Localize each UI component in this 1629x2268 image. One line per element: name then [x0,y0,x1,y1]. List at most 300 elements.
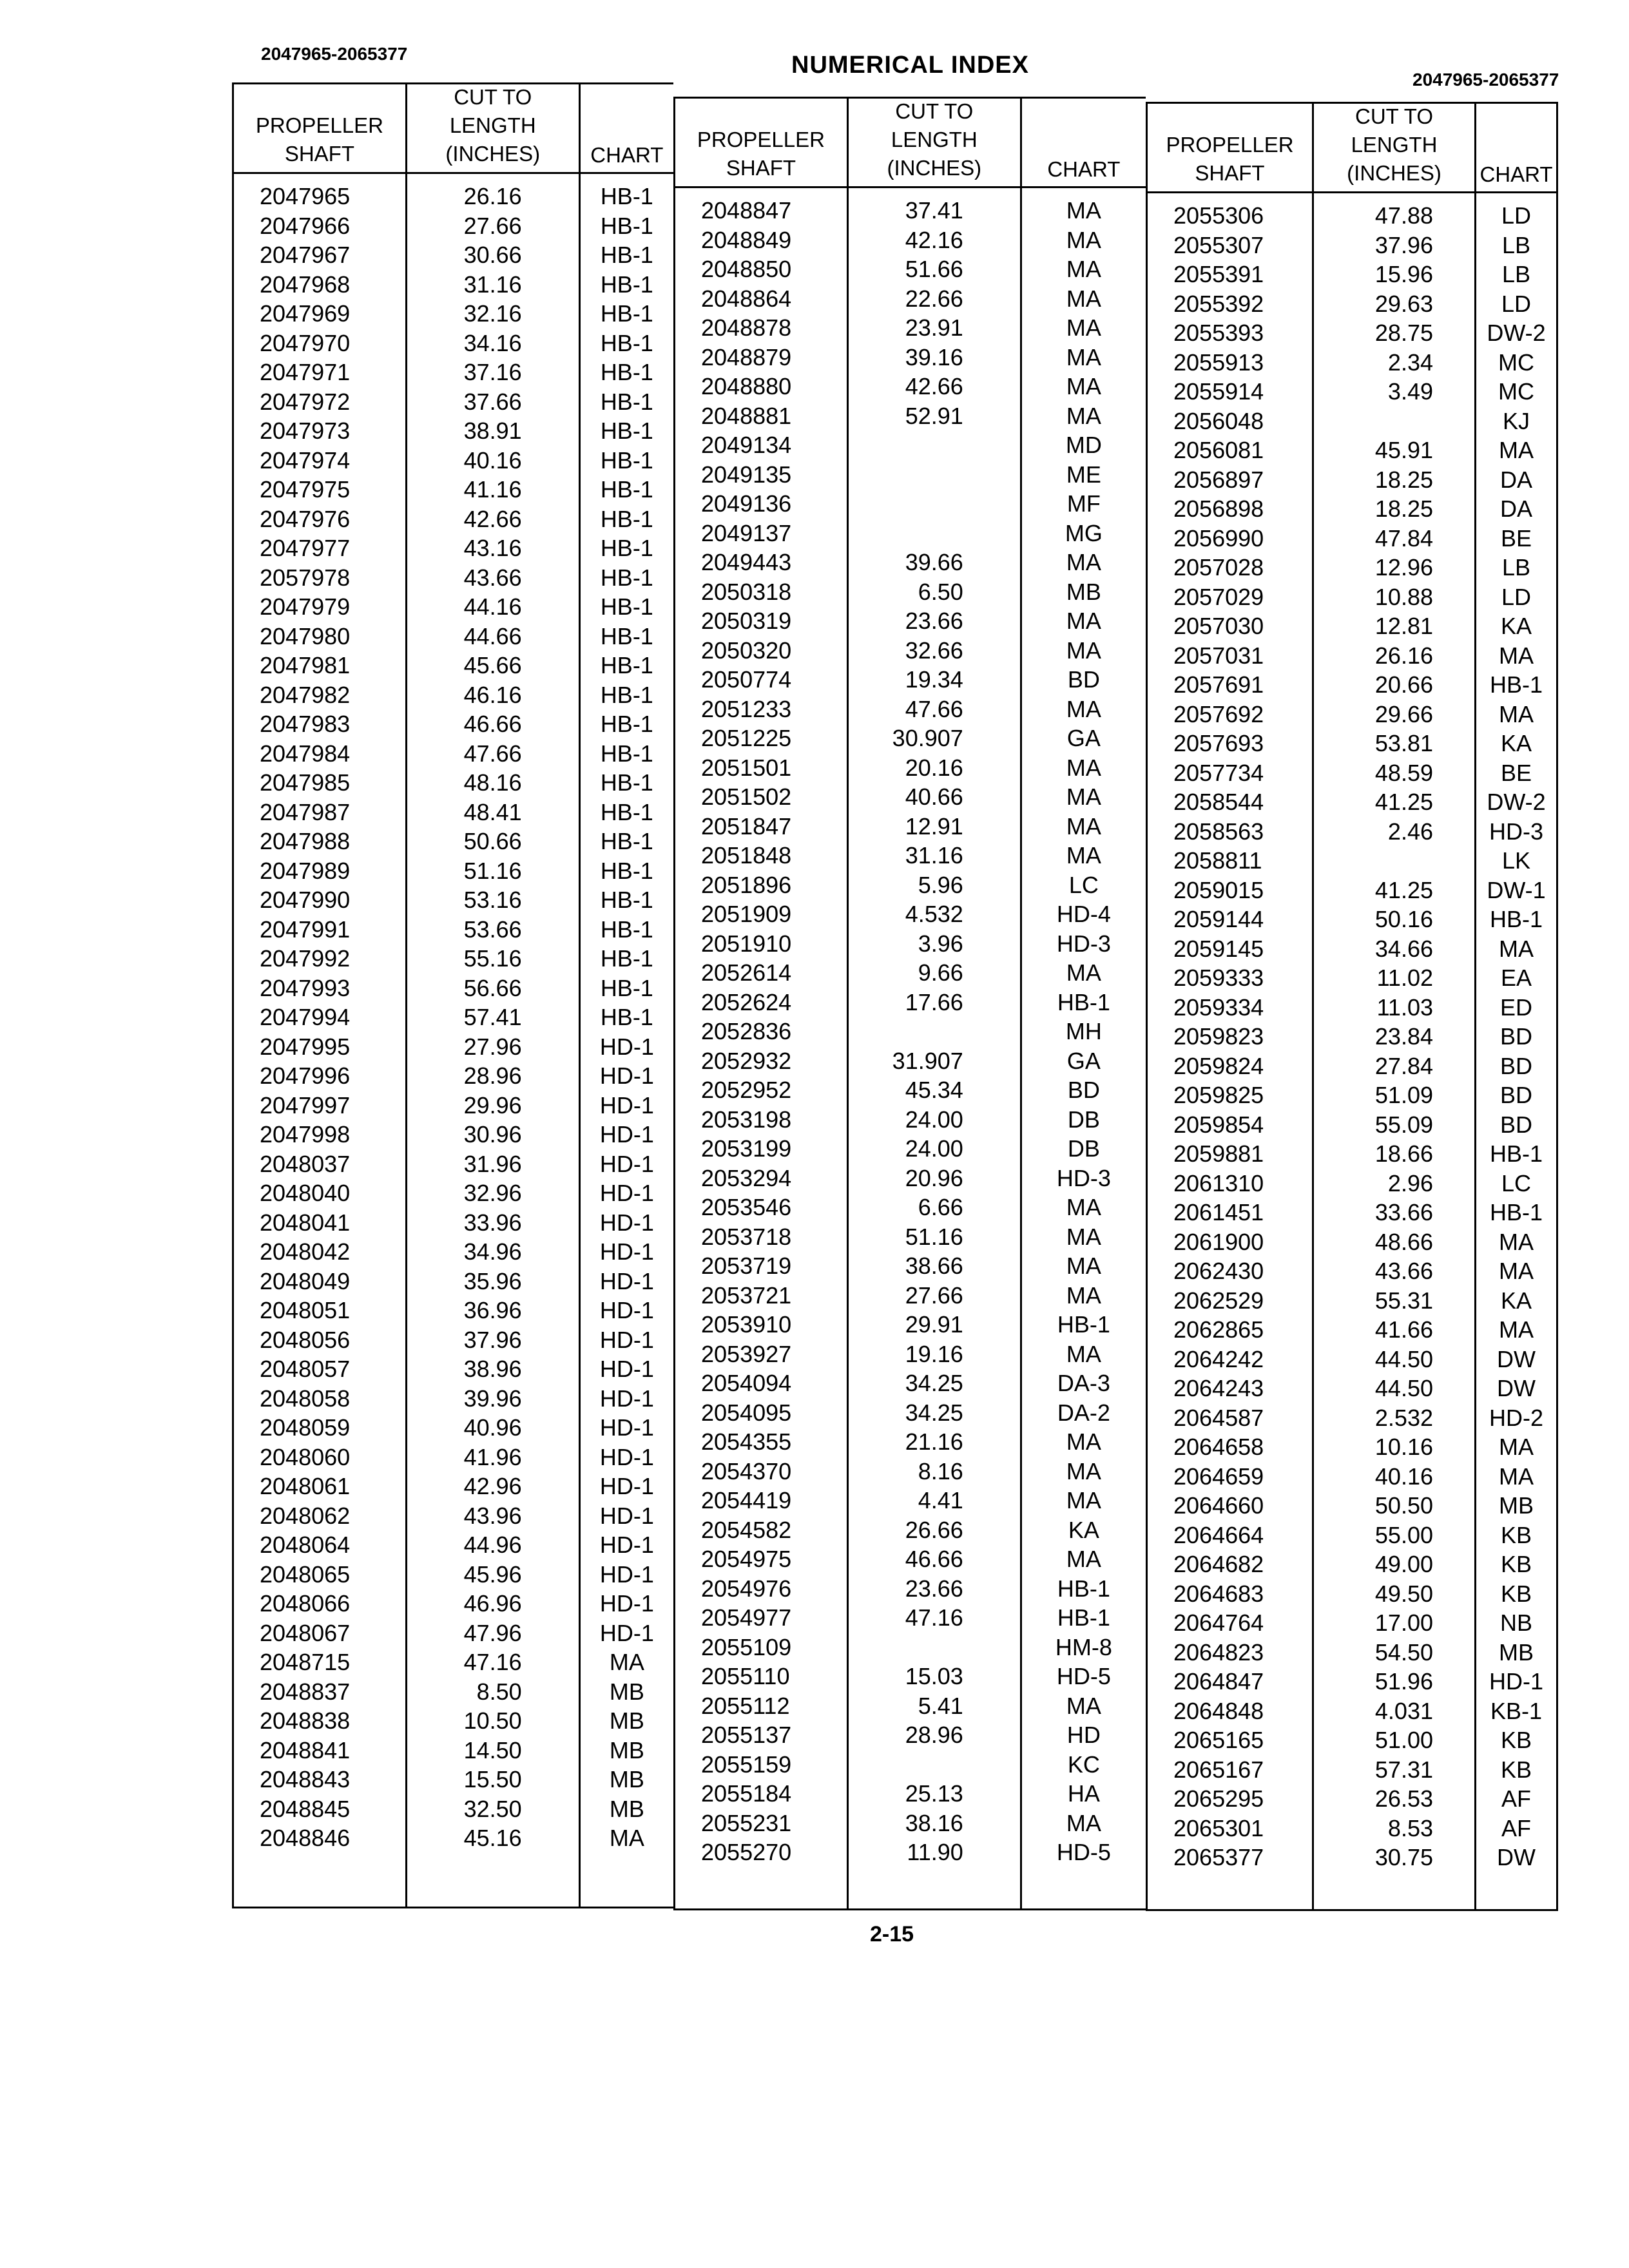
propeller-shaft-cell: 2054975 [701,1546,792,1572]
cut-length-cell: 52.91 [905,402,963,429]
cut-length-cell: 41.25 [1374,789,1433,815]
chart-cell: KA [1068,1516,1099,1543]
cut-length-cell: 10.16 [1374,1434,1433,1460]
cut-length-cell: 45.66 [463,652,522,678]
header-chart-line: CHART [1047,157,1121,181]
chart-column [1022,188,1146,1908]
header-propeller-shaft [675,99,849,186]
propeller-shaft-cell: 2048042 [260,1238,351,1265]
chart-cell: HD-2 [1489,1404,1543,1431]
cut-length-cell: 51.00 [1374,1727,1433,1753]
cut-length-cell: 44.50 [1374,1345,1433,1372]
chart-cell: ED [1499,994,1532,1021]
cut-length-cell: 41.66 [1374,1316,1433,1343]
propeller-shaft-cell: 2053721 [701,1282,792,1309]
cut-length-cell: 37.96 [1374,231,1433,258]
cut-length-cell: 39.96 [463,1385,522,1412]
chart-cell: HD-1 [599,1209,654,1236]
chart-cell: MA [1499,1258,1534,1284]
chart-cell: HD-5 [1056,1663,1111,1689]
cut-length-cell: 56.66 [463,974,522,1001]
cut-length-cell: 32.66 [905,637,963,664]
chart-cell: MA [1066,1428,1101,1455]
chart-cell: HD-5 [1056,1839,1111,1865]
propeller-shaft-cell: 2057028 [1173,554,1264,581]
header-cut-to-length-line: CUT TO [454,85,532,109]
chart-cell: HB-1 [600,769,653,796]
cut-length-cell: 49.50 [1374,1580,1433,1607]
chart-cell: HA [1067,1780,1100,1807]
chart-cell: LB [1501,231,1531,258]
propeller-shaft-cell: 2058544 [1173,789,1264,815]
header-chart-line: CHART [1480,162,1553,186]
cut-length-cell: 40.16 [1374,1463,1433,1490]
chart-cell: MA [1499,1434,1534,1460]
chart-cell: HB-1 [1489,671,1543,698]
propeller-shaft-cell: 2057692 [1173,700,1264,727]
propeller-shaft-cell: 2048881 [701,402,792,429]
propeller-shaft-cell: 2051501 [701,754,792,781]
propeller-shaft-cell: 2058811 [1173,847,1262,874]
chart-cell: MA [1066,959,1101,986]
cut-length-cell: 29.91 [905,1311,963,1338]
chart-cell: HD-1 [599,1619,654,1646]
cut-length-cell: 34.66 [1374,935,1433,962]
chart-cell: HB-1 [600,945,653,972]
chart-cell: HB-1 [600,857,653,884]
chart-cell: DA-3 [1057,1370,1110,1396]
propeller-shaft-cell: 2047988 [260,828,351,854]
cut-length-cell: 45.96 [463,1561,522,1588]
cut-length-cell: 18.25 [1374,495,1433,522]
chart-cell: MC [1498,349,1534,376]
cut-length-cell: 47.96 [463,1619,522,1646]
propeller-shaft-cell: 2048880 [701,373,792,399]
chart-cell: MB [609,1795,644,1822]
cut-length-cell: 23.66 [905,608,963,634]
propeller-shaft-cell: 2056898 [1173,495,1264,522]
chart-cell: MB [609,1707,644,1734]
propeller-shaft-cell: 2048067 [260,1619,351,1646]
cut-length-cell: 42.96 [463,1473,522,1499]
propeller-shaft-cell: 2059333 [1173,965,1264,991]
chart-cell: HB-1 [600,798,653,825]
propeller-shaft-cell: 2048066 [260,1590,351,1617]
chart-cell: MA [1066,695,1101,722]
cut-length-cell: 51.66 [905,256,963,282]
cut-length-cell: 34.25 [905,1399,963,1426]
index-range-left: 2047965-2065377 [261,44,408,64]
propeller-shaft-cell: 2050774 [701,666,792,693]
propeller-shaft-cell: 2064764 [1173,1610,1264,1636]
propeller-shaft-cell: 2059823 [1173,1023,1264,1050]
propeller-shaft-cell: 2054094 [701,1370,792,1396]
propeller-shaft-cell: 2048059 [260,1414,351,1441]
propeller-shaft-cell: 2049137 [701,519,792,546]
propeller-shaft-cell: 2054582 [701,1516,792,1543]
cut-length-cell: 39.66 [905,549,963,575]
cut-length-cell: 24.00 [905,1135,963,1162]
cut-length-cell: 26.53 [1374,1785,1433,1812]
header-chart [581,84,673,172]
cut-length-cell: 20.16 [905,754,963,781]
header-cut-to-length-line: (INCHES) [1347,161,1441,185]
propeller-shaft-cell: 2048064 [260,1532,351,1558]
propeller-shaft-cell: 2062865 [1173,1316,1264,1343]
cut-length-cell [849,1017,1020,1046]
header-cut-to-length [407,84,581,172]
chart-cell: AF [1501,1814,1531,1841]
propeller-shaft-cell: 2054977 [701,1604,792,1631]
cut-length-cell: 40.16 [463,447,522,474]
cut-length-cell: 23.66 [905,1575,963,1602]
chart-cell: MA [1066,1194,1101,1220]
chart-cell: HD-3 [1056,930,1111,957]
propeller-shaft-cell: 2054419 [701,1487,792,1514]
chart-cell: HB-1 [600,887,653,913]
propeller-shaft-cell: 2047980 [260,622,351,649]
chart-cell: MA [1499,642,1534,669]
chart-cell: HB-1 [600,622,653,649]
cut-length-cell: 10.50 [463,1707,522,1734]
chart-cell: HB-1 [600,681,653,708]
chart-cell: MA [1499,1228,1534,1255]
table-header [1148,102,1556,193]
chart-cell: ME [1066,461,1101,488]
chart-cell: BE [1500,524,1532,552]
propeller-shaft-cell: 2048847 [701,197,792,224]
cut-length-cell: 50.66 [463,828,522,854]
cut-length-cell: 26.16 [463,183,522,209]
table-body [234,174,673,1907]
cut-length-cell: 34.16 [463,329,522,356]
cut-length-cell [849,489,1020,519]
cut-length-cell: 2.532 [1374,1404,1433,1431]
header-chart-line: CHART [590,143,664,167]
propeller-shaft-cell: 2051847 [701,812,792,840]
propeller-shaft-cell: 2054095 [701,1399,792,1426]
cut-length-cell: 20.66 [1374,671,1433,698]
page-title: NUMERICAL INDEX [791,52,1029,79]
chart-cell: LD [1501,202,1532,229]
propeller-shaft-cell: 2047998 [260,1121,351,1148]
chart-cell: HD-1 [599,1062,654,1089]
chart-cell: DW [1497,1345,1536,1372]
header-propeller-shaft-line: PROPELLER [255,113,383,137]
chart-cell: KA [1500,1287,1532,1314]
cut-length-cell: 51.16 [463,857,522,884]
chart-cell: MA [1066,285,1101,312]
chart-cell: HD-4 [1056,901,1111,927]
chart-cell: LK [1501,847,1531,874]
table-header [675,97,1146,188]
chart-cell: HB-1 [600,212,653,239]
propeller-shaft-cell: 2053546 [701,1194,792,1220]
propeller-shaft-cell: 2048037 [260,1150,351,1177]
chart-cell: DA [1499,495,1532,522]
propeller-shaft-cell: 2051848 [701,842,792,869]
propeller-shaft-cell: 2062529 [1173,1287,1264,1314]
chart-cell: LB [1501,261,1531,287]
cut-length-cell: 34.96 [463,1238,522,1265]
propeller-shaft-cell: 2055913 [1173,349,1264,376]
propeller-shaft-cell: 2051225 [701,725,792,751]
cut-length-cell: 30.75 [1374,1844,1433,1870]
cut-length-cell: 5.96 [918,871,963,898]
chart-cell: MB [1499,1639,1534,1666]
cut-length-cell: 29.63 [1374,290,1433,317]
chart-cell: HB-1 [600,564,653,591]
propeller-shaft-cell: 2055231 [701,1809,792,1836]
chart-cell: HB-1 [600,242,653,268]
cut-length-cell [849,1750,1020,1780]
propeller-shaft-cell: 2064664 [1173,1521,1264,1548]
propeller-shaft-cell: 2051233 [701,695,792,722]
chart-cell: HB-1 [600,652,653,678]
propeller-shaft-cell: 2064823 [1173,1639,1264,1666]
propeller-shaft-cell: 2048051 [260,1297,351,1323]
cut-length-cell: 43.96 [463,1502,522,1529]
cut-length-cell: 20.96 [905,1164,963,1191]
propeller-shaft-cell: 2064848 [1173,1697,1264,1724]
cut-length-cell: 27.84 [1374,1052,1433,1079]
chart-cell: HB-1 [1057,1604,1110,1631]
propeller-shaft-cell: 2047979 [260,593,351,620]
chart-cell: MA [1499,935,1534,962]
propeller-shaft-cell: 2061310 [1173,1169,1264,1196]
chart-cell: MC [1498,378,1534,405]
propeller-shaft-cell: 2048879 [701,343,792,370]
propeller-shaft-cell: 2047969 [260,300,351,327]
chart-cell: HB-1 [600,329,653,356]
cut-length-cell: 11.03 [1376,994,1433,1021]
chart-cell: HB-1 [1489,1199,1543,1225]
cut-length-cell: 43.66 [463,564,522,591]
propeller-shaft-cell: 2059881 [1173,1140,1264,1167]
propeller-shaft-cell: 2048057 [260,1356,351,1382]
chart-cell: MA [1066,314,1101,341]
index-range-right: 2047965-2065377 [1412,70,1559,90]
chart-cell: MA [1066,226,1101,253]
propeller-shaft-cell: 2049134 [701,432,792,458]
propeller-shaft-cell: 2055159 [701,1751,792,1778]
propeller-shaft-cell: 2055110 [701,1663,790,1689]
cut-length-cell: 37.41 [905,197,963,224]
cut-length-cell [1314,407,1474,436]
chart-cell: HD-1 [599,1443,654,1470]
cut-length-cell: 4.031 [1374,1697,1433,1724]
propeller-shaft-cell: 2064587 [1173,1404,1264,1431]
chart-cell: MA [1066,783,1101,810]
propeller-shaft-cell: 2061900 [1173,1228,1264,1255]
propeller-shaft-column [234,174,407,1907]
propeller-shaft-cell: 2064682 [1173,1551,1264,1577]
chart-cell: BD [1499,1082,1532,1108]
propeller-shaft-cell: 2057031 [1173,642,1264,669]
propeller-shaft-cell: 2047997 [260,1091,351,1119]
propeller-shaft-cell: 2047993 [260,974,351,1001]
propeller-shaft-cell: 2047965 [260,183,351,209]
cut-length-cell: 53.66 [463,916,522,943]
cut-length-cell: 43.66 [1374,1258,1433,1284]
cut-length-cell: 48.66 [1374,1228,1433,1255]
index-section-2 [673,97,1146,1910]
propeller-shaft-cell: 2052836 [701,1018,792,1044]
cut-length-cell: 47.88 [1374,202,1433,229]
propeller-shaft-cell: 2053719 [701,1253,792,1279]
cut-length-cell: 33.66 [1374,1199,1433,1225]
propeller-shaft-cell: 2052932 [701,1047,792,1074]
chart-cell: DB [1067,1106,1100,1133]
propeller-shaft-cell: 2048846 [260,1825,351,1851]
table-header [234,82,673,174]
chart-cell: MA [1066,197,1101,224]
propeller-shaft-cell: 2048041 [260,1209,351,1236]
cut-length-cell [849,460,1020,490]
header-chart [1022,99,1146,186]
propeller-shaft-cell: 2059145 [1173,935,1264,962]
cut-length-cell: 17.00 [1374,1610,1433,1636]
propeller-shaft-cell: 2047977 [260,535,351,561]
chart-cell: DW-1 [1487,876,1546,903]
cut-length-cell: 47.66 [905,695,963,722]
cut-length-cell: 57.41 [463,1004,522,1030]
cut-length-cell: 47.16 [905,1604,963,1631]
chart-cell: EA [1500,965,1532,991]
header-cut-to-length-line: LENGTH [449,113,536,137]
propeller-shaft-cell: 2048878 [701,314,792,341]
cut-length-cell: 32.16 [463,300,522,327]
cut-length-cell: 47.66 [463,740,522,767]
propeller-shaft-cell: 2048843 [260,1766,351,1792]
chart-cell: HD-1 [599,1473,654,1499]
propeller-shaft-cell: 2048056 [260,1326,351,1353]
cut-length-cell: 41.16 [463,476,522,503]
propeller-shaft-cell: 2048849 [701,226,792,253]
chart-cell: HD-1 [599,1121,654,1148]
chart-cell: KJ [1502,407,1530,434]
chart-cell: MA [1066,343,1101,370]
page-number: 2-15 [870,1922,914,1946]
propeller-shaft-cell: 2047985 [260,769,351,796]
chart-cell: BD [1067,1077,1100,1103]
propeller-shaft-cell: 2048058 [260,1385,351,1412]
cut-length-cell: 38.66 [905,1253,963,1279]
propeller-shaft-cell: 2065301 [1173,1814,1264,1841]
chart-cell: MA [1499,1316,1534,1343]
propeller-shaft-cell: 2064847 [1173,1668,1264,1695]
chart-cell: HM-8 [1055,1633,1112,1660]
chart-cell: HB-1 [600,711,653,737]
chart-cell: HD-1 [599,1502,654,1529]
header-cut-to-length-line: LENGTH [891,128,978,151]
propeller-shaft-cell: 2055109 [701,1633,792,1660]
chart-cell: KA [1500,613,1532,639]
chart-cell: GA [1066,725,1101,751]
chart-cell: HD-1 [599,1532,654,1558]
cut-length-cell: 50.16 [1374,906,1433,932]
chart-cell: HB-1 [1489,1140,1543,1167]
cut-length-cell: 55.09 [1374,1111,1433,1138]
header-propeller-shaft [1148,104,1314,191]
header-cut-to-length-line: CUT TO [1354,104,1434,128]
propeller-shaft-cell: 2059854 [1173,1111,1264,1138]
propeller-shaft-cell: 2053718 [701,1223,792,1250]
cut-length-cell: 37.16 [463,359,522,385]
cut-length-cell: 54.50 [1374,1639,1433,1666]
chart-cell: DW-2 [1487,789,1546,815]
propeller-shaft-cell: 2056048 [1173,407,1264,434]
chart-cell: HB-1 [600,505,653,532]
propeller-shaft-cell: 2047983 [260,711,351,737]
cut-length-cell: 5.41 [918,1692,963,1719]
chart-cell: MB [609,1766,644,1792]
chart-cell: HB-1 [600,300,653,327]
propeller-shaft-cell: 2047972 [260,388,351,415]
chart-cell: LB [1501,554,1531,581]
propeller-shaft-cell: 2064659 [1173,1463,1264,1490]
chart-cell: HD-3 [1489,818,1543,845]
table-body [675,188,1146,1908]
cut-length-cell: 3.96 [918,930,963,957]
propeller-shaft-cell: 2065295 [1173,1785,1264,1812]
propeller-shaft-cell: 2052952 [701,1077,792,1103]
chart-cell: MA [1066,842,1101,869]
header-propeller-shaft [234,84,407,172]
chart-cell: KB [1500,1727,1532,1753]
cut-length-cell: 41.96 [463,1443,522,1470]
header-cut-to-length-line: CUT TO [895,99,974,123]
chart-cell: MA [1066,637,1101,664]
index-section-1 [232,82,673,1908]
cut-length-cell: 27.66 [905,1282,963,1309]
cut-length-cell: 8.50 [476,1678,522,1705]
chart-cell: GA [1066,1047,1101,1074]
cut-length-cell: 31.16 [463,271,522,298]
chart-cell: HB-1 [600,828,653,854]
propeller-shaft-cell: 2052624 [701,988,792,1015]
propeller-shaft-cell: 2047968 [260,271,351,298]
chart-cell: HD-1 [1489,1668,1543,1695]
chart-cell: MD [1065,432,1102,458]
cut-length-cell: 55.16 [463,945,522,972]
propeller-shaft-cell: 2051909 [701,901,792,927]
propeller-shaft-cell: 2057029 [1173,583,1264,610]
cut-length-cell: 6.50 [918,578,963,605]
propeller-shaft-cell: 2047973 [260,418,351,444]
cut-length-cell [849,1633,1020,1662]
chart-cell: KB [1500,1580,1532,1607]
header-propeller-shaft-line: PROPELLER [697,128,825,151]
propeller-shaft-cell: 2047991 [260,916,351,943]
cut-length-cell: 8.16 [918,1457,963,1485]
propeller-shaft-cell: 2065167 [1173,1756,1264,1783]
chart-cell: MA [1499,1463,1534,1490]
propeller-shaft-cell: 2053927 [701,1340,792,1367]
propeller-shaft-cell: 2049443 [701,549,792,575]
chart-cell: HD-1 [599,1033,654,1060]
cut-length-cell: 46.96 [463,1590,522,1617]
chart-cell: MB [609,1678,644,1705]
cut-length-cell: 34.25 [905,1370,963,1396]
cut-length-cell: 24.00 [905,1106,963,1133]
propeller-shaft-cell: 2047966 [260,212,351,239]
chart-cell: HB-1 [1057,988,1110,1015]
propeller-shaft-cell: 2059144 [1173,906,1264,932]
header-propeller-shaft-line: SHAFT [284,142,354,166]
cut-length-cell: 8.53 [1387,1814,1433,1841]
propeller-shaft-cell: 2049136 [701,490,792,517]
